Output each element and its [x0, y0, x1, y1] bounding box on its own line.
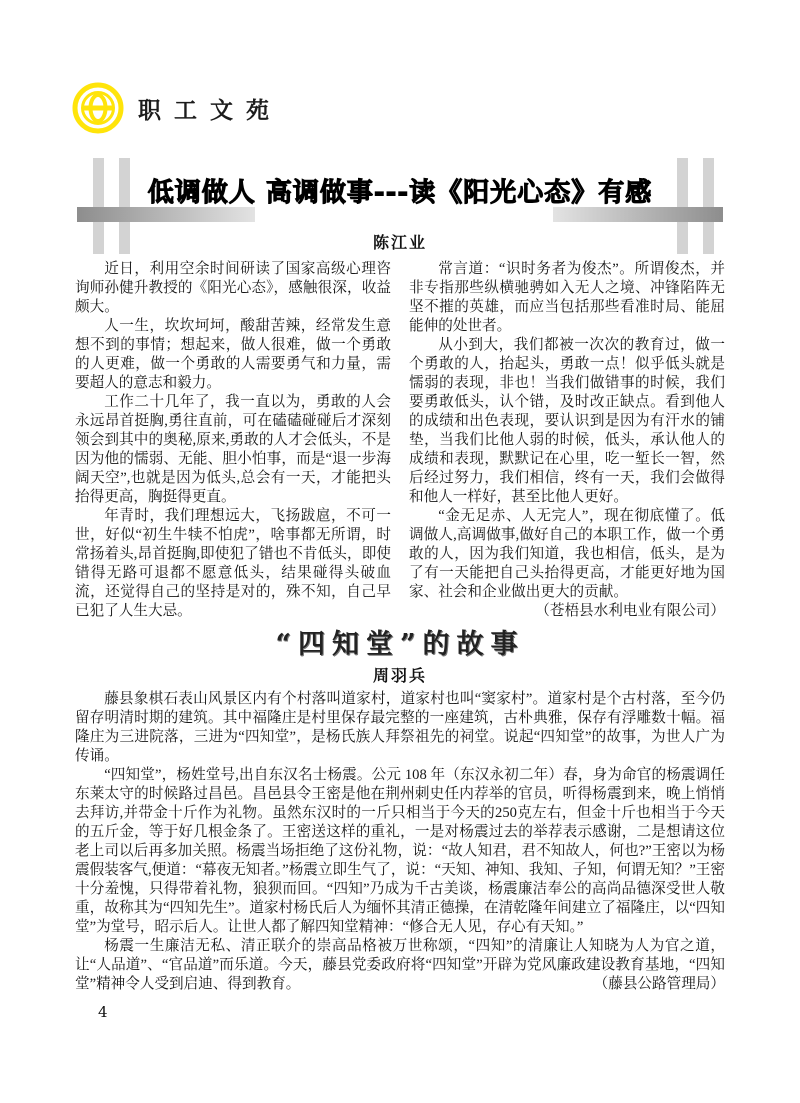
trade-union-logo-icon — [70, 82, 126, 134]
paragraph: 工作二十几年了，我一直以为，勇敢的人会永远昂首挺胸,勇往直前，可在磕磕碰碰后才深刻领会到其中的奥秘,原来,勇敢的人才会低头，不是因为他的懦弱、无能、胆小怕事，而是“退一步海阔天空”,也就是因为低头,总会有一天，才能把头抬得更高，胸挺得更直。 — [75, 394, 391, 505]
paragraph: “金无足赤、人无完人”，现在彻底懂了。低调做人,高调做事,做好自己的本职工作，做一个勇敢的人，因为我们知道，我也相信，低头，是为了有一天能把自己头抬得更高，才能更好地为国家、社会和企业做出更大的贡献。 — [409, 508, 725, 600]
paragraph: “四知堂”，杨姓堂号,出自东汉名士杨震。公元 108 年（东汉永初二年）春，身为命官的杨震调任东莱太守的时候路过昌邑。昌邑县令王密是他在荆州刺史任内荐举的官员，听得杨震到来，晚上悄悄去拜访,并带金十斤作为礼物。虽然东汉时的一斤只相当于今天的250克左右，但金十斤也相当于今天的五斤金，等于好几根金条了。王密送这样的重礼，一是对杨震过去的举荐表示感谢，二是想请这位老上司以后再多加关照。杨震当场拒绝了这份礼物，说：“故人知君，君不知故人，何也?”王密以为杨震假装客气,便道：“幕夜无知者。”杨震立即生气了，说：“天知、神知、我知、子知，何谓无知？”王密十分羞愧，只得带着礼物，狼狈而回。“四知”乃成为千古美谈，杨震廉洁奉公的高尚品德深受世人敬重，故称其为“四知先生”。道家村杨氏后人为缅怀其清正德操，在清乾隆年间建立了福隆庄，以“四知堂”为堂号，昭示后人。让世人都了解四知堂精神：“修合无人见，存心有天知。” — [75, 767, 725, 935]
paragraph: 杨震一生廉洁无私、清正联介的崇高品格被万世称颂，“四知”的清廉让人知晓为人为官之道，让“人品道”、“官品道”而乐道。今天，藤县党委政府将“四知堂”开辟为党风廉政建设教育基地，“四知堂”精神令人受到启迪、得到教育。 — [75, 938, 725, 992]
article2-attribution: （藤县公路管理局） — [593, 976, 725, 992]
decor-left-rule — [77, 207, 255, 222]
article1-author: 陈江业 — [372, 233, 427, 252]
article1-attribution: （苍梧县水利电业有限公司） — [535, 603, 725, 619]
article1-right-column — [409, 260, 725, 621]
paragraph: 常言道：“识时务者为俊杰”。所谓俊杰，并非专指那些纵横驰骋如入无人之境、冲锋陷阵无坚不摧的英雄，而应当包括那些看准时局、能屈能伸的处世者。 — [409, 261, 725, 334]
article2-author: 周羽兵 — [372, 666, 427, 685]
article2-title: “四知堂”的故事 — [275, 629, 525, 660]
paragraph: 人一生，坎坎坷坷，酸甜苦辣，经常发生意想不到的事情；想起来，做人很难，做一个勇敢的人更难，做一个勇敢的人需要勇气和力量，需要超人的意志和毅力。 — [75, 318, 391, 391]
decor-right-rule — [553, 207, 723, 222]
paragraph: 藤县象棋石表山风景区内有个村落叫道家村，道家村也叫“窦家村”。道家村是个古村落，至今仍留存明清时期的建筑。其中福隆庄是村里保存最完整的一座建筑，古朴典雅，保存有浮雕数十幅。福隆庄为三进院落，三进为“四知堂”，是杨氏族人拜祭祖先的祠堂。说起“四知堂”的故事，为世人广为传诵。 — [75, 691, 725, 764]
paragraph: 近日，利用空余时间研读了国家高级心理咨询师孙健升教授的《阳光心态》，感触很深，收益颇大。 — [75, 261, 391, 315]
article1-right-paragraphs — [409, 260, 725, 602]
article1-left-column — [75, 260, 391, 621]
masthead — [70, 82, 282, 134]
article2-body — [75, 690, 725, 994]
page-number: 4 — [98, 1003, 108, 1021]
paragraph: 从小到大，我们都被一次次的教育过，做一个勇敢的人，抬起头，勇敢一点！似乎低头就是懦弱的表现，非也！当我们做错事的时候，我们要勇敢低头，认个错，及时改正缺点。看到他人的成绩和出色表现，要认识到是因为有汗水的铺垫，当我们比他人弱的时候，低头，承认他人的成绩和表现，默默记在心里，吃一堑长一智，然后经过努力，我们相信，终有一天，我们会做得和他人一样好，甚至比他人更好。 — [409, 337, 725, 505]
article1-title: 低调做人 高调做事---读《阳光心态》有感 — [147, 178, 653, 208]
article2-last-paragraph — [75, 937, 725, 994]
section-name: 职工文苑 — [138, 97, 282, 124]
article1-body — [75, 260, 725, 621]
paragraph: 年青时，我们理想远大，飞扬跋扈，不可一世，好似“初生牛犊不怕虎”，啥事都无所谓，时常扬着头,昂首挺胸,即使犯了错也不肯低头，即使错得无路可退都不愿意低头，结果碰得头破血流，还觉得自己的坚持是对的，殊不知，自己早已犯了人生大忌。 — [75, 508, 391, 619]
